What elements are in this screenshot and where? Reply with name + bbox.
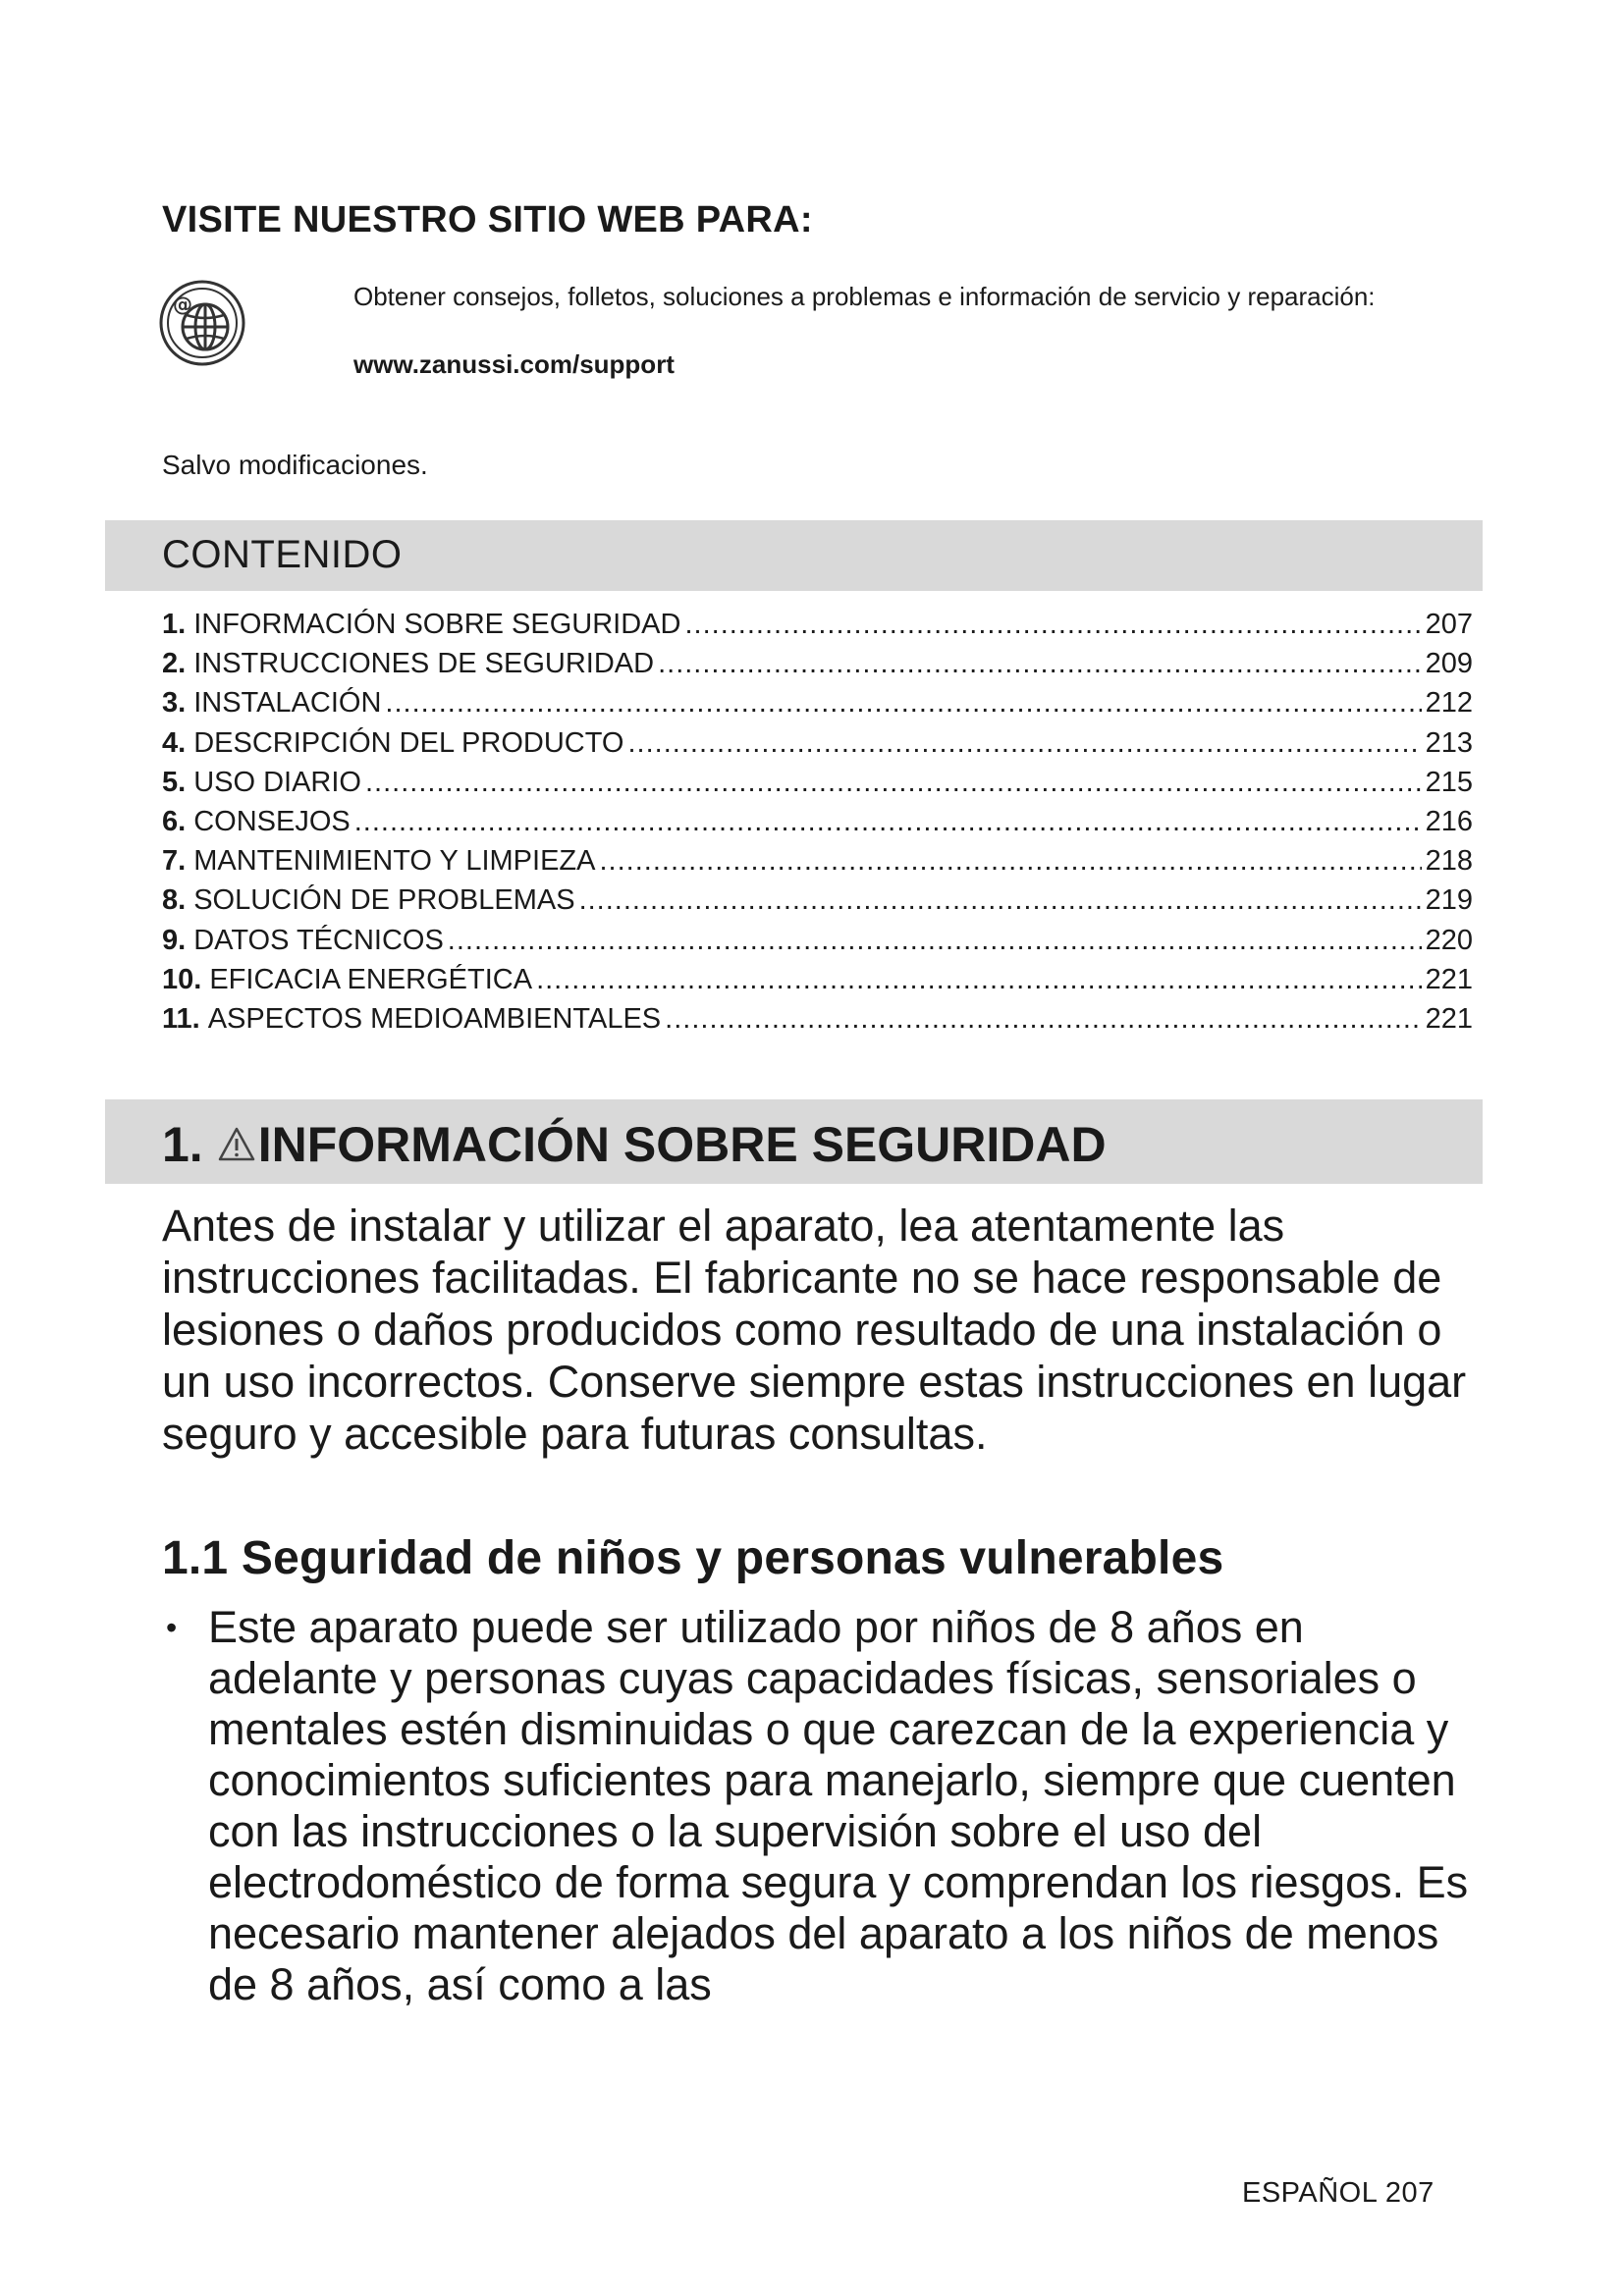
toc-item[interactable] (162, 687, 1473, 726)
subsection-heading: 1.1 Seguridad de niños y personas vulnerables (162, 1532, 1224, 1584)
toc-item-page: 213 (1425, 726, 1473, 759)
toc-item-page: 219 (1425, 884, 1473, 917)
toc-leader-dots (684, 609, 1421, 641)
toc-item[interactable] (162, 884, 1473, 924)
toc-item-page: 221 (1425, 963, 1473, 995)
section1-title: INFORMACIÓN SOBRE SEGURIDAD (257, 1117, 1107, 1172)
toc-item-title: INSTALACIÓN (193, 687, 382, 720)
section1-intro: Antes de instalar y utilizar el aparato, lea atentamente las instrucciones facilitadas. El fabricante no se hace responsable de lesiones o daños producidos como resultado de una instalación o un uso incorrectos. Conserve siempre estas instrucciones en lugar seguro y accesible para futuras consultas. (162, 1201, 1467, 1459)
toc-item-number: 2. (162, 648, 187, 680)
toc-item[interactable] (162, 964, 1473, 1003)
bullet-text: Este aparato puede ser utilizado por niños de 8 años en adelante y personas cuyas capacidades físicas, sensoriales o mentales estén disminuidas o que carezcan de la experiencia y conocimientos suficientes para manejarlo, siempre que cuenten con las instrucciones o la supervisión sobre el uso del electrodoméstico de forma segura y comprendan los riesgos. Es necesario mantener alejados del aparato a los niños de menos de 8 años, así como a las (208, 1602, 1469, 2009)
toc-leader-dots (600, 845, 1422, 878)
toc-item-page: 221 (1425, 1002, 1473, 1035)
toc-leader-dots (448, 925, 1422, 957)
toc-item-number: 11. (162, 1002, 200, 1035)
globe-at-icon (157, 278, 247, 368)
toc-item-page: 216 (1425, 805, 1473, 837)
toc-item-number: 6. (162, 805, 187, 837)
toc-item-number: 7. (162, 845, 187, 878)
toc-leader-dots (365, 767, 1422, 799)
toc-item[interactable] (162, 806, 1473, 845)
toc-leader-dots (665, 1003, 1421, 1036)
footer-page-label: ESPAÑOL 207 (1242, 2177, 1435, 2209)
section1-heading (162, 1116, 1107, 1173)
svg-text:@: @ (173, 293, 192, 316)
toc-item-title: INSTRUCCIONES DE SEGURIDAD (193, 648, 655, 680)
toc-leader-dots (354, 806, 1422, 838)
toc-item[interactable] (162, 727, 1473, 767)
toc-leader-dots (536, 964, 1422, 996)
toc-item-title: CONSEJOS (193, 805, 351, 837)
toc-item-number: 8. (162, 884, 187, 917)
toc-leader-dots (627, 727, 1421, 760)
toc-item-title: DATOS TÉCNICOS (193, 924, 444, 956)
toc-item-title: SOLUCIÓN DE PROBLEMAS (193, 884, 575, 917)
toc-item-number: 10. (162, 963, 202, 995)
toc-item-number: 4. (162, 726, 187, 759)
disclaimer-text: Salvo modificaciones. (162, 450, 428, 480)
list-item (162, 1602, 1483, 2010)
toc-item[interactable] (162, 845, 1473, 884)
toc-item-page: 215 (1425, 766, 1473, 798)
toc-item-title: ASPECTOS MEDIOAMBIENTALES (207, 1002, 662, 1035)
toc-item-page: 218 (1425, 845, 1473, 878)
toc-item-page: 207 (1425, 609, 1473, 640)
toc-leader-dots (579, 884, 1422, 917)
bullet-list (162, 1602, 1483, 2010)
toc-item-title: INFORMACIÓN SOBRE SEGURIDAD (193, 609, 681, 640)
toc-heading: CONTENIDO (162, 533, 403, 576)
toc-item-title: USO DIARIO (193, 766, 361, 798)
toc-item-number: 3. (162, 687, 187, 720)
toc-item[interactable] (162, 648, 1473, 687)
toc-item-page: 212 (1425, 687, 1473, 720)
toc-item[interactable] (162, 925, 1473, 964)
toc-item-number: 1. (162, 609, 187, 640)
toc-item-number: 5. (162, 766, 187, 798)
toc-item-title: MANTENIMIENTO Y LIMPIEZA (193, 845, 596, 878)
toc-item-page: 209 (1425, 648, 1473, 680)
warning-triangle-icon (217, 1125, 256, 1164)
support-url-link[interactable]: www.zanussi.com/support (353, 349, 675, 379)
support-description: Obtener consejos, folletos, soluciones a problemas e información de servicio y reparación: (353, 282, 1376, 311)
toc-leader-dots (385, 687, 1421, 720)
toc-list (162, 609, 1473, 1042)
toc-item[interactable] (162, 1003, 1473, 1042)
bullet-dot: • (166, 1610, 178, 1645)
toc-item-title: EFICACIA ENERGÉTICA (209, 963, 533, 995)
toc-item-title: DESCRIPCIÓN DEL PRODUCTO (193, 726, 624, 759)
toc-item-page: 220 (1425, 924, 1473, 956)
toc-item-number: 9. (162, 924, 187, 956)
section1-number: 1. (162, 1117, 203, 1172)
website-heading: VISITE NUESTRO SITIO WEB PARA: (162, 199, 813, 240)
toc-leader-dots (658, 648, 1422, 680)
toc-item[interactable] (162, 609, 1473, 648)
toc-item[interactable] (162, 767, 1473, 806)
